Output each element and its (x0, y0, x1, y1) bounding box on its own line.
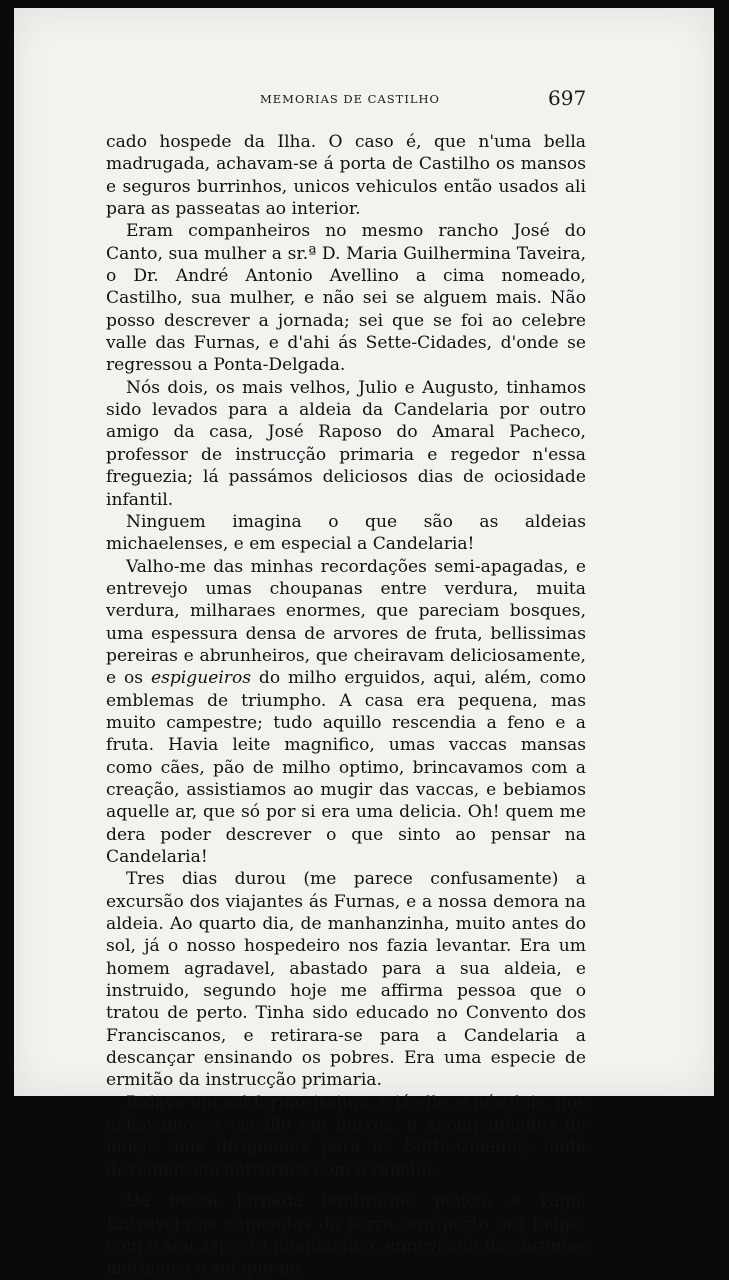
paragraph: Ninguem imagina o que são as aldeias michaelenses, e em especial a Candelaria! (106, 511, 586, 555)
paragraph: Eram companheiros no mesmo rancho José do Canto, sua mulher a sr.ª D. Maria Guilhermina Taveira, o Dr. André Antonio Avellino a cima nomeado, Castilho, sua mulher, e não sei se alguem mais. Não posso descrever a jornada; sei que se foi ao celebre valle das Furnas, e d'ahi ás Sette-Cidades, d'onde se regressou a Ponta-Delgada. (106, 221, 586, 376)
paragraph: cado hospede da Ilha. O caso é, que n'uma bella madrugada, achavam-se á porta de Castilho os mansos e seguros burrinhos, unicos vehiculos então usados ali para as passeatas ao interior. (106, 132, 586, 220)
page-number: 697 (548, 86, 587, 110)
paragraph: Nós dois, os mais velhos, Julio e Augusto, tinhamos sido levados para a aldeia da Candelaria por outro amigo da casa, José Raposo do Amaral Pacheco, professor de instrucção primaria e regedor n'essa freguezia; lá passámos deliciosos dias de ociosidade infantil. (106, 377, 586, 510)
paragraph-text: Valho-me das minhas recordações semi-apagadas, e entrevejo umas choupanas entre verdura, muita verdura, milharaes enormes, que pareciam bosques, uma espessura densa de arvores de fruta, bellissimas pereiras e abrunheiros, que cheiravam deliciosamente, e os (106, 556, 586, 689)
paragraph: Tres dias durou (me parece confusamente) a excursão dos viajantes ás Furnas, e a nossa demora na aldeia. Ao quarto dia, de manhanzinha, muito antes do sol, já o nosso hospedeiro nos fazia levantar. Era um homem agradavel, abastado para a sua aldeia, e instruido, segundo hoje me affirma pessoa que o tratou de perto. Tinha sido educado no Convento dos Franciscanos, e retirara-se para a Candelaria a descançar ensinando os pobres. Era uma especie de ermitão da instrucção primaria. (106, 869, 586, 1091)
body-text (106, 131, 586, 1280)
paragraph: Raiava um sol formosissimo, e já elle, e nós dois, nos achavamos a cavallo em burros, e acompanhados de moços nos dirigiamos para as Sette-Cidades, onde deviamos encontrarnos com o rancho. (106, 1092, 586, 1180)
paragraph (106, 556, 586, 869)
paragraph: Da nossa jornada lembro-me pouco, e vago. Entrevejo as cumeadas da serra, ora perto ora longe, com o seu aspecto phantastico, ennevoado das brumas matinaes; e sei que no (106, 1191, 586, 1279)
emphasis-word: espigueiros (150, 668, 252, 689)
running-head (14, 86, 714, 112)
book-page (14, 8, 714, 1279)
paragraph-text: do milho erguidos, aqui, além, como emblemas de triumpho. A casa era pequena, mas muito campestre; tudo aquillo rescendia a feno e a fruta. Havia leite magnifico, umas vaccas mansas como cães, pão de milho optimo, brincavamos com a creação, assistiamos ao mugir das vaccas, e bebiamos aquelle ar, que só por si era uma delicia. Oh! quem me dera poder descrever o que sinto ao pensar na Candelaria! (106, 668, 586, 867)
running-title: MEMORIAS DE CASTILHO (260, 92, 440, 106)
